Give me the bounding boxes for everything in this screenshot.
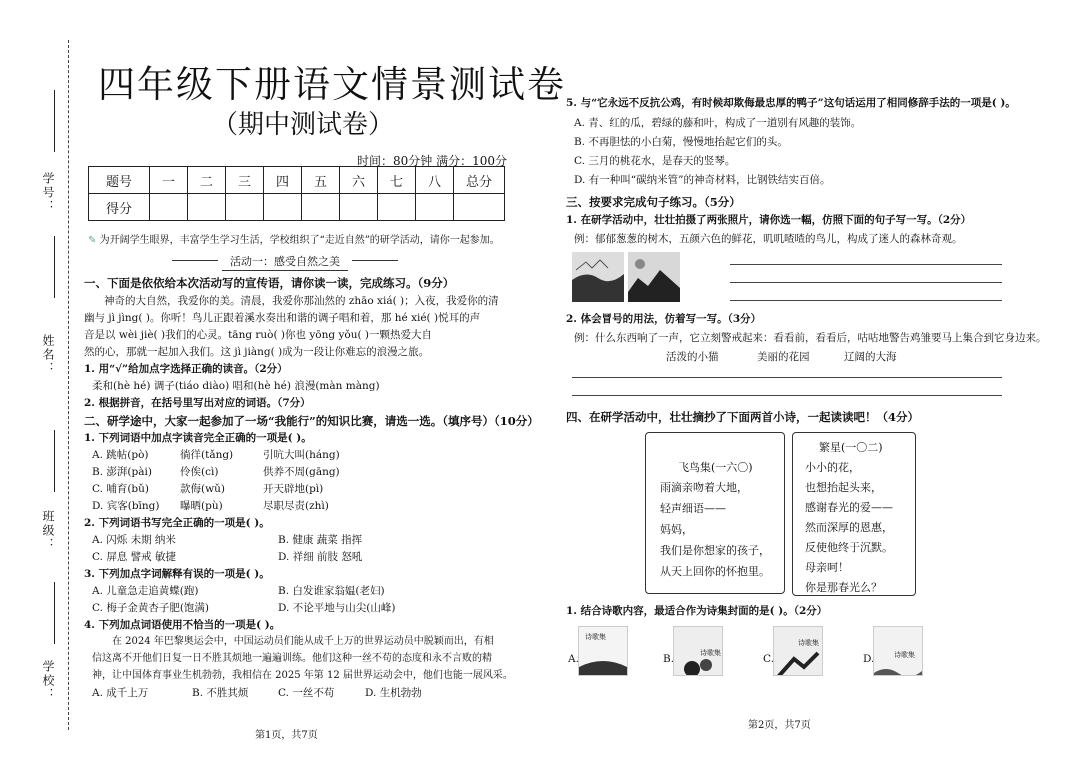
answer-line[interactable] — [730, 264, 1002, 265]
passage-line: 然的心，那就一起加入我们。这 jì jiàng( )成为一段让你难忘的浪漫之旅。 — [84, 346, 430, 358]
cover-c-text: 诗歌集 — [798, 639, 819, 647]
poem-1-line: 雨滴亲吻着大地， — [660, 481, 748, 494]
poem-card-2 — [792, 432, 916, 596]
poem-1-title: 飞鸟集(一六〇) — [678, 461, 753, 474]
class-label: 班级： — [41, 510, 55, 552]
cover-b-text: 诗歌集 — [700, 649, 721, 657]
photo-1 — [572, 252, 624, 302]
score-cell[interactable] — [150, 194, 188, 221]
option[interactable]: A. 儿童急走追黄蝶(跑) — [92, 585, 199, 597]
school-label: 学校： — [41, 660, 55, 702]
poem-2-line: 你是那春光么？ — [805, 581, 882, 594]
q2-4-passage: 神，让中国体育事业生机勃勃，我相信在 2025 年第 12 届世界运动会中，他们也能一展风采。 — [92, 670, 513, 681]
q4-1: 1. 结合诗歌内容，最适合作为诗集封面的是( )。（2分） — [566, 605, 828, 617]
q3-2: 2. 体会冒号的用法，仿着写一写。（3分） — [566, 313, 762, 325]
q2-4: 4. 下列加点词语使用不恰当的一项是( )。 — [84, 619, 281, 631]
option-word: 伶俟(cì) — [180, 466, 219, 478]
option-word: 款侮(wǔ) — [180, 483, 225, 495]
score-header-cell: 六 — [340, 167, 378, 194]
option-word: 尽职尽责(zhì) — [263, 500, 329, 512]
option[interactable]: D. 不论平地与山尖(山峰) — [278, 602, 396, 614]
score-cell[interactable] — [264, 194, 302, 221]
section-1-heading: 一、下面是依依给本次活动写的宣传语，请你读一读，完成练习。（9分） — [84, 276, 455, 290]
leaf-icon: ✎ — [88, 235, 97, 246]
passage-line: 神奇的大自然，我爱你的美。清晨，我爱你那汕然的 zhāo xiá( )；入夜，我爱你的清 — [104, 295, 499, 307]
poem-1-line: 从天上回你的怀抱里。 — [660, 565, 770, 578]
score-cell[interactable] — [226, 194, 264, 221]
passage-line: 幽与 jì jìng( )。你听！鸟儿正跟着溪水奏出和谐的调子唱和着，那 hé xié( )悦耳的声 — [84, 312, 481, 324]
score-cell[interactable] — [416, 194, 454, 221]
score-cell[interactable] — [378, 194, 416, 221]
option[interactable]: D. 有一种叫“碳纳米管”的神奇材料，比钢铁结实百倍。 — [574, 174, 831, 186]
option-word: 曝晒(pù) — [180, 500, 223, 512]
school-field[interactable] — [54, 582, 55, 644]
binding-dashed-line — [68, 40, 69, 730]
name-label: 姓名： — [41, 334, 55, 376]
answer-line[interactable] — [730, 282, 1002, 283]
poem-2-line: 感谢春光的爱—— — [805, 501, 893, 514]
intro-text: 为开阔学生眼界，丰富学生学习生活，学校组织了“走近自然”的研学活动，请你一起参加。 — [99, 235, 500, 246]
poem-2-line: 母亲呵！ — [805, 561, 849, 574]
q2-1: 1. 下列词语中加点字读音完全正确的一项是( )。 — [84, 432, 312, 444]
answer-line[interactable] — [572, 377, 1002, 378]
option[interactable]: C. 三月的桃花水，是春天的竖琴。 — [574, 155, 736, 167]
score-header-cell: 五 — [302, 167, 340, 194]
q3-2-example: 例：什么东西响了一声，它立刻警戒起来：看看前，看看后，咕咕地警告鸡雏要马上集合到它身边来。 — [574, 332, 1047, 344]
q2-2: 2. 下列词语书写完全正确的一项是( )。 — [84, 517, 270, 529]
choice-word[interactable]: 美丽的花园 — [757, 351, 810, 363]
option[interactable]: B. 不胜其烦 — [192, 687, 249, 699]
answer-line[interactable] — [572, 395, 1002, 396]
page-title: 四年级下册语文情景测试卷 — [98, 63, 566, 106]
cover-c[interactable] — [773, 626, 823, 676]
cover-b[interactable] — [673, 626, 723, 676]
student-no-field[interactable] — [54, 90, 55, 152]
section-3-heading: 三、按要求完成句子练习。（5分） — [566, 195, 741, 209]
choice-word[interactable]: 活泼的小猫 — [666, 351, 719, 363]
score-header-cell: 题号 — [89, 167, 150, 194]
q2-3: 3. 下列加点字词解释有误的一项是( )。 — [84, 568, 270, 580]
cover-option-label[interactable]: A. — [568, 653, 579, 665]
section-2-heading: 二、研学途中，大家一起参加了一场“我能行”的知识比赛，请选一选。（填序号）（10分） — [84, 414, 539, 428]
q1-2: 2. 根据拼音，在括号里写出对应的词语。（7分） — [84, 397, 311, 409]
option[interactable]: D. 宾客(bīng) — [92, 500, 160, 512]
choice-word[interactable]: 辽阔的大海 — [844, 351, 897, 363]
poem-2-line: 然而深厚的恩惠， — [805, 521, 893, 534]
poem-1-line: 我们是你想家的孩子， — [660, 544, 770, 557]
score-cell[interactable] — [188, 194, 226, 221]
option[interactable]: B. 白发谁家翁媪(老妇) — [278, 585, 385, 597]
poem-2-line: 小小的花， — [805, 461, 860, 474]
option[interactable]: A. 成千上万 — [92, 687, 149, 699]
option[interactable]: D. 祥细 前肢 怒吼 — [278, 551, 363, 563]
score-header-cell: 八 — [416, 167, 454, 194]
option-word: 徜徉(tǎng) — [180, 449, 234, 461]
name-field[interactable] — [54, 236, 55, 298]
option-word: 引吭大叫(háng) — [263, 449, 340, 461]
score-table — [88, 166, 505, 221]
score-header-cell: 二 — [188, 167, 226, 194]
cover-a[interactable] — [578, 626, 628, 676]
score-cell[interactable] — [340, 194, 378, 221]
poem-1-line: 妈妈， — [660, 523, 693, 536]
cover-a-text: 诗歌集 — [585, 633, 606, 641]
photo-2 — [628, 252, 680, 302]
option[interactable]: A. 闪烁 未期 纳米 — [92, 534, 176, 546]
q2-4-passage: 在 2024 年巴黎奥运会中，中国运动员们能从成千上万的世界运动员中脱颖而出，有相 — [112, 636, 494, 647]
passage-line: 音是以 wèi jiè( )我们的心灵。tāng ruò( )你也 yōng yǒu( )一颗热爱大自 — [84, 329, 432, 341]
cover-option-label[interactable]: C. — [763, 653, 774, 665]
section-4-heading: 四、在研学活动中，壮壮摘抄了下面两首小诗，一起读读吧！（4分） — [566, 410, 919, 424]
poem-2-line: 也想抬起头来， — [805, 481, 882, 494]
score-row-label: 得分 — [89, 194, 150, 221]
score-header-cell: 七 — [378, 167, 416, 194]
answer-line[interactable] — [730, 300, 1002, 301]
score-cell[interactable] — [454, 194, 505, 221]
q5: 5. 与“它永远不反抗公鸡，有时候却欺侮最忠厚的鸭子”这句话运用了相同修辞手法的一项是( )。 — [566, 97, 1016, 109]
option[interactable]: A. 青、红的瓜，碧绿的藤和叶，构成了一道别有风趣的装饰。 — [574, 117, 862, 129]
poem-2-title: 繁星(一〇二) — [819, 441, 883, 454]
cover-d-text: 诗歌集 — [894, 651, 915, 659]
q1-1-options: 柔和(hè hé) 调子(tiáo diào) 唱和(hè hé) 浪漫(màn màng) — [92, 380, 380, 392]
q1-1: 1. 用“√”给加点字选择正确的读音。（2分） — [84, 363, 288, 375]
binding-strip — [0, 0, 80, 774]
option[interactable]: D. 生机勃勃 — [365, 687, 422, 699]
time-score: 时间：80分钟 满分：100分 — [357, 154, 507, 168]
q2-4-passage: 信这离不开他们日复一日不胜其烦地一遍遍训练。他们这种一丝不苟的态度和永不言败的精 — [92, 653, 492, 664]
page-subtitle: （期中测试卷） — [212, 110, 395, 140]
activity-heading: 活动一：感受自然之美 — [222, 252, 348, 271]
option[interactable]: B. 澎湃(pài) — [92, 466, 152, 478]
intro-icon-text — [88, 234, 500, 248]
page-footer-right: 第2页，共7页 — [748, 720, 811, 731]
option[interactable]: C. 屏息 譬戒 敏捷 — [92, 551, 177, 563]
option[interactable]: B. 健康 蔬菜 指挥 — [278, 534, 363, 546]
option-word: 开天辟地(pì) — [263, 483, 324, 495]
q3-1-example: 例：郁郁葱葱的树木，五颜六色的鲜花，叽叽喳喳的鸟儿，构成了迷人的森林奇观。 — [574, 233, 963, 245]
score-cell[interactable] — [302, 194, 340, 221]
poem-1-line: 轻声细语—— — [660, 502, 726, 515]
poem-2-line: 反使他终于沉默。 — [805, 541, 893, 554]
score-header-cell: 四 — [264, 167, 302, 194]
class-field[interactable] — [54, 430, 55, 492]
score-header-cell: 一 — [150, 167, 188, 194]
option-word: 供养不周(gāng) — [263, 466, 340, 478]
score-header-cell: 总分 — [454, 167, 505, 194]
page-footer-left: 第1页，共7页 — [255, 730, 318, 741]
option[interactable]: B. 不再胆怯的小白菊，慢慢地抬起它们的头。 — [574, 136, 788, 148]
student-no-label: 学号： — [41, 172, 55, 214]
q3-1: 1. 在研学活动中，壮壮拍摄了两张照片，请你选一幅，仿照下面的句子写一写。（2分） — [566, 214, 972, 226]
option[interactable]: C. 梅子金黄杏子肥(饱满) — [92, 602, 210, 614]
score-header-cell: 三 — [226, 167, 264, 194]
cover-option-label[interactable]: D. — [863, 653, 875, 665]
poem-card-1 — [645, 432, 785, 594]
option[interactable]: C. 一丝不苟 — [278, 687, 335, 699]
option[interactable]: C. 哺育(bǔ) — [92, 483, 150, 495]
cover-d[interactable] — [873, 626, 923, 676]
option[interactable]: A. 跳帖(pò) — [92, 449, 149, 461]
cover-option-label[interactable]: B. — [663, 653, 675, 665]
